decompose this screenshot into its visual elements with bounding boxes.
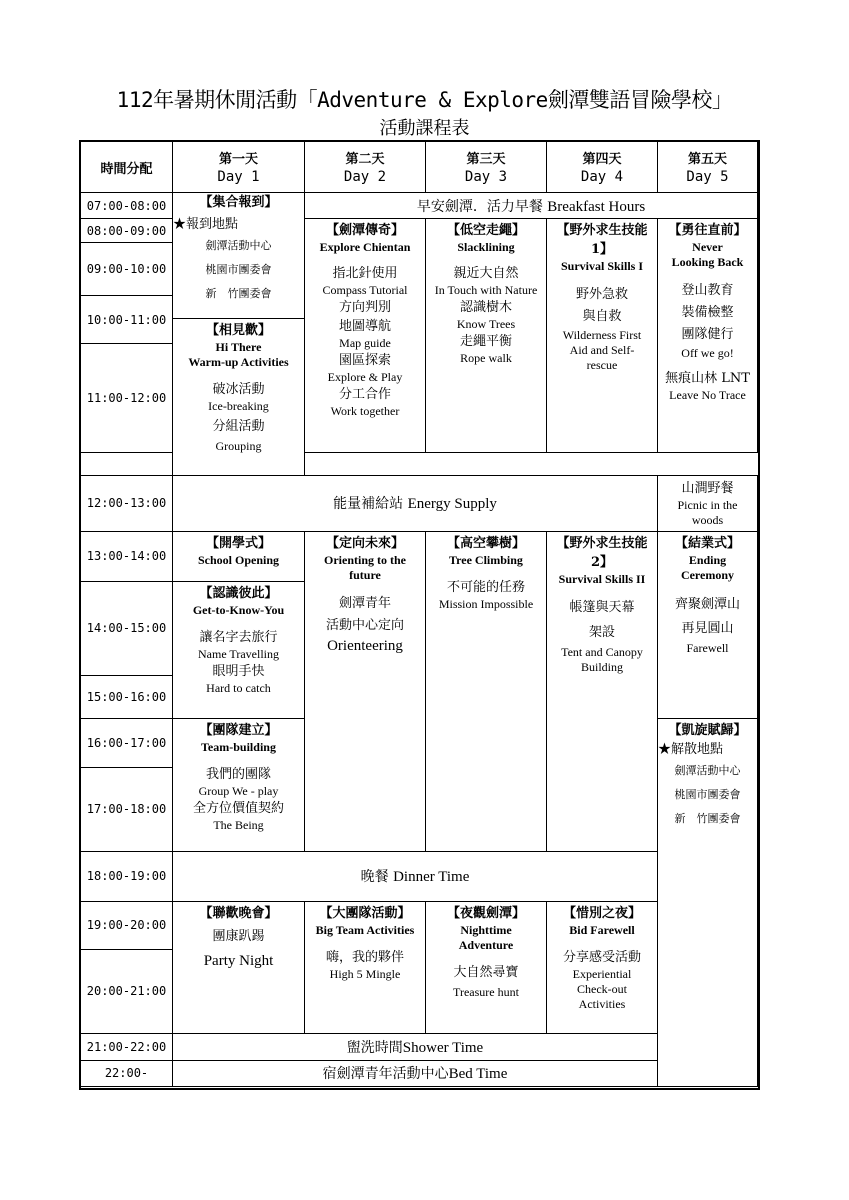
time-slot: 07:00-08:00 bbox=[81, 193, 173, 219]
team-building-en: Team-building bbox=[201, 739, 276, 754]
big-team-en: Big Team Activities bbox=[315, 922, 415, 937]
activity-en: Compass Tutorial bbox=[322, 283, 408, 297]
day3-night-cell bbox=[426, 901, 547, 1033]
day4-night-cell bbox=[547, 901, 658, 1033]
hi-there-en: Hi There bbox=[215, 339, 262, 354]
activity-en: Ice-breaking bbox=[208, 398, 269, 413]
time-slot: 16:00-17:00 bbox=[81, 718, 173, 767]
day2-header: 第二天 Day 2 bbox=[305, 142, 426, 193]
slacklining-title: 【低空走繩】 bbox=[446, 223, 525, 238]
closing-en: Ending Ceremony bbox=[680, 552, 735, 582]
activity-zh: 團康趴踢 bbox=[212, 928, 265, 944]
activity-zh: 野外急救 bbox=[575, 287, 628, 302]
activity-en: Wilderness First Aid and Self-rescue bbox=[562, 328, 642, 372]
time-slot: 13:00-14:00 bbox=[81, 531, 173, 581]
activity-zh: 裝備檢整 bbox=[681, 305, 734, 320]
opening-en: School Opening bbox=[197, 552, 280, 567]
activity-en: Know Trees bbox=[456, 317, 516, 331]
night-adventure-en: Nighttime Adventure bbox=[458, 922, 514, 952]
tree-climbing-en: Tree Climbing bbox=[449, 552, 523, 567]
closing-title: 【結業式】 bbox=[674, 535, 740, 551]
day4-afternoon-cell bbox=[547, 531, 658, 851]
activity-en: Mission Impossible bbox=[438, 596, 534, 611]
activity-en: Explore & Play bbox=[327, 370, 403, 384]
shower-band: 盥洗時間Shower Time bbox=[173, 1033, 658, 1060]
orienteering-en: Orienting to the future bbox=[324, 552, 406, 582]
party-title: 【聯歡晚會】 bbox=[199, 905, 278, 921]
day5-closing-cell bbox=[658, 531, 758, 718]
activity-zh: 架設 bbox=[588, 624, 615, 640]
activity-zh: 方向判別 bbox=[338, 300, 391, 315]
activity-en: Name Travelling bbox=[198, 646, 279, 661]
activity-en: In Touch with Nature bbox=[434, 283, 538, 297]
big-team-title: 【大團隊活動】 bbox=[319, 905, 411, 921]
activity-zh: 山澗野餐 bbox=[681, 480, 734, 496]
day4-header: 第四天 Day 4 bbox=[547, 142, 658, 193]
activity-zh: 齊聚劍潭山 bbox=[674, 596, 740, 612]
activity-zh: 無痕山林 LNT bbox=[665, 371, 750, 386]
team-building-title: 【團隊建立】 bbox=[199, 722, 278, 738]
time-slot: 12:00-13:00 bbox=[81, 475, 173, 531]
day1-party-cell bbox=[173, 901, 305, 1033]
day1-know-cell bbox=[173, 581, 305, 718]
activity-zh: 分工合作 bbox=[338, 387, 391, 402]
activity-en: Map guide bbox=[339, 336, 391, 350]
activity-zh: 團隊健行 bbox=[681, 327, 734, 342]
return-place: 劍潭活動中心 bbox=[674, 763, 741, 777]
activity-en: Treasure hunt bbox=[453, 984, 519, 999]
time-slot: 09:00-10:00 bbox=[81, 243, 173, 296]
activity-en: Work together bbox=[330, 404, 400, 418]
return-location-label: ★解散地點 bbox=[658, 741, 724, 757]
day3-afternoon-cell bbox=[426, 531, 547, 851]
time-slot: 14:00-15:00 bbox=[81, 581, 173, 675]
get-to-know-title: 【認識彼此】 bbox=[199, 585, 278, 601]
time-slot: 10:00-11:00 bbox=[81, 296, 173, 344]
bed-band: 宿劍潭青年活動中心Bed Time bbox=[173, 1060, 658, 1086]
survival-skills-2-title: 【野外求生技能2】 bbox=[556, 535, 648, 570]
assembly-place: 新 竹團委會 bbox=[205, 287, 272, 300]
activity-en: Picnic in the woods bbox=[677, 497, 738, 527]
day5-return-cell bbox=[658, 718, 758, 1086]
get-to-know-en: Get-to-Know-You bbox=[192, 602, 285, 617]
dinner-band: 晚餐 Dinner Time bbox=[173, 851, 658, 901]
activity-en: The Being bbox=[213, 817, 264, 832]
activity-en: Party Night bbox=[203, 952, 274, 969]
schedule-title: 112年暑期休閒活動「Adventure & Explore劍潭雙語冒險學校」 bbox=[116, 88, 733, 112]
activity-zh: 再見圓山 bbox=[681, 620, 734, 636]
activity-en: Tent and Canopy Building bbox=[561, 644, 643, 674]
opening-title: 【開學式】 bbox=[205, 535, 271, 551]
time-slot: 17:00-18:00 bbox=[81, 767, 173, 851]
day1-hithere-cell bbox=[173, 318, 305, 475]
assembly-place: 劍潭活動中心 bbox=[205, 239, 272, 252]
explore-chientan-title: 【劍潭傳奇】 bbox=[325, 223, 404, 238]
day2-afternoon-cell bbox=[305, 531, 426, 851]
time-slot: 22:00- bbox=[81, 1060, 173, 1086]
never-looking-back-en: Never Looking Back bbox=[671, 240, 744, 269]
return-title: 【凱旋賦歸】 bbox=[668, 722, 747, 738]
day5-picnic-cell bbox=[658, 475, 758, 531]
survival-skills-1-title: 【野外求生技能1】 bbox=[556, 223, 648, 257]
activity-en: Rope walk bbox=[460, 351, 512, 365]
assembly-location-label: ★報到地點 bbox=[173, 217, 239, 232]
activity-zh: 登山教育 bbox=[681, 283, 734, 298]
schedule-subtitle: 活動課程表 bbox=[379, 118, 470, 139]
activity-zh: 地圖導航 bbox=[338, 319, 391, 334]
return-place: 新 竹團委會 bbox=[674, 811, 741, 825]
activity-zh: 嗨，我的夥伴 bbox=[325, 949, 404, 965]
farewell-night-en: Bid Farewell bbox=[569, 922, 635, 937]
activity-zh: 讓名字去旅行 bbox=[199, 629, 278, 645]
never-looking-back-title: 【勇往直前】 bbox=[668, 223, 747, 238]
time-slot: 21:00-22:00 bbox=[81, 1033, 173, 1060]
day1-opening-cell bbox=[173, 531, 305, 581]
activity-zh: 認識樹木 bbox=[459, 300, 512, 315]
activity-zh: 全方位價值契約 bbox=[192, 800, 284, 816]
activity-zh: 分享感受活動 bbox=[562, 949, 641, 965]
activity-zh: 活動中心定向 bbox=[325, 617, 404, 633]
night-adventure-title: 【夜觀劍潭】 bbox=[446, 905, 525, 921]
activity-zh: 劍潭青年 bbox=[338, 595, 391, 611]
slacklining-en: Slacklining bbox=[457, 240, 515, 254]
activity-zh: 帳篷與天幕 bbox=[569, 599, 635, 615]
activity-en: Farewell bbox=[686, 640, 729, 655]
day2-night-cell bbox=[305, 901, 426, 1033]
activity-zh: 眼明手快 bbox=[212, 663, 265, 679]
activity-en: Orienteering bbox=[327, 637, 403, 654]
lunch-band: 能量補給站 Energy Supply bbox=[173, 475, 658, 531]
time-slot: 11:00-12:00 bbox=[81, 344, 173, 453]
time-slot: 08:00-09:00 bbox=[81, 219, 173, 243]
breakfast-band: 早安劍潭．活力早餐 Breakfast Hours bbox=[305, 193, 758, 219]
farewell-night-title: 【惜別之夜】 bbox=[562, 905, 641, 921]
time-slot: 19:00-20:00 bbox=[81, 901, 173, 949]
activity-zh: 親近大自然 bbox=[453, 266, 519, 281]
time-slot: 18:00-19:00 bbox=[81, 851, 173, 901]
day5-header: 第五天 Day 5 bbox=[658, 142, 758, 193]
activity-zh: 指北針使用 bbox=[332, 266, 398, 281]
activity-zh: 不可能的任務 bbox=[446, 579, 525, 595]
time-slot: 20:00-21:00 bbox=[81, 949, 173, 1033]
activity-zh: 與自救 bbox=[582, 309, 622, 324]
tree-climbing-title: 【高空攀樹】 bbox=[446, 535, 525, 551]
return-place: 桃園市團委會 bbox=[674, 787, 741, 801]
schedule-table-body bbox=[80, 141, 758, 1087]
activity-en: Off we go! bbox=[681, 346, 734, 360]
survival-skills-2-en: Survival Skills II bbox=[558, 571, 646, 586]
explore-chientan-en: Explore Chientan bbox=[319, 240, 411, 254]
activity-zh: 分組活動 bbox=[212, 418, 265, 434]
activity-zh: 大自然尋寶 bbox=[453, 964, 519, 980]
assembly-title: 【集合報到】 bbox=[199, 195, 278, 210]
activity-zh: 破冰活動 bbox=[212, 381, 265, 397]
activity-en: High 5 Mingle bbox=[329, 966, 401, 981]
hi-there-title: 【相見歡】 bbox=[205, 322, 271, 338]
activity-en: Hard to catch bbox=[206, 680, 271, 695]
time-slot: 15:00-16:00 bbox=[81, 675, 173, 718]
activity-zh: 園區探索 bbox=[338, 353, 391, 368]
day1-team-cell bbox=[173, 718, 305, 851]
activity-en: Leave No Trace bbox=[669, 388, 746, 402]
activity-en: Grouping bbox=[215, 438, 262, 453]
activity-en: Experiential Check-out Activities bbox=[572, 966, 632, 1011]
orienteering-title: 【定向未來】 bbox=[325, 535, 404, 551]
day3-header: 第三天 Day 3 bbox=[426, 142, 547, 193]
survival-skills-1-en: Survival Skills I bbox=[560, 259, 644, 273]
assembly-place: 桃園市團委會 bbox=[205, 263, 272, 276]
warmup-en: Warm-up Activities bbox=[188, 354, 289, 369]
time-header: 時間分配 bbox=[81, 142, 173, 193]
activity-zh: 我們的團隊 bbox=[205, 766, 271, 782]
day1-header: 第一天 Day 1 bbox=[173, 142, 305, 193]
activity-en: Group We - play bbox=[198, 783, 279, 798]
activity-zh: 走繩平衡 bbox=[459, 334, 512, 349]
